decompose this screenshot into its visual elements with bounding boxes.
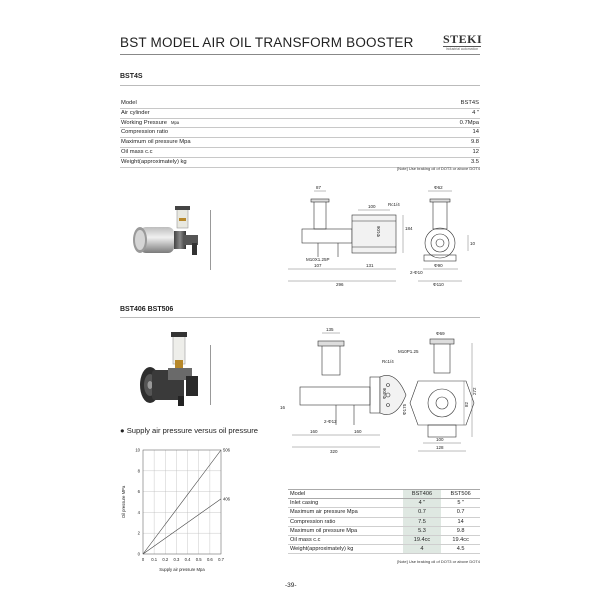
spec-label <box>120 118 397 128</box>
table-cell: 19.4cc <box>441 536 480 545</box>
section-heading-bst406: BST406 BST506 <box>120 306 174 313</box>
x-tick-label: 0.6 <box>206 557 213 562</box>
dim-label: Φ69 <box>436 331 445 336</box>
spec-label-text: Compression ratio <box>121 129 169 136</box>
table-row <box>288 499 480 508</box>
spec-label <box>120 99 397 108</box>
spec-unit: Mpa <box>170 119 180 125</box>
page-title: BST MODEL AIR OIL TRANSFORM BOOSTER <box>120 35 414 50</box>
table-row <box>288 545 480 554</box>
spec-label-text: Model <box>121 100 137 106</box>
table-cell: Oil mass c.c <box>288 536 403 545</box>
y-tick-label: 10 <box>135 447 140 453</box>
spec-value: 3.5 <box>397 157 480 167</box>
header-divider <box>120 54 480 55</box>
bst4s-product-photo <box>128 205 210 263</box>
dim-label: 296 <box>336 282 344 287</box>
table-row <box>288 517 480 526</box>
table-cell: Inlet casing <box>288 499 403 508</box>
spec-row <box>120 128 480 138</box>
table-cell: 5.3 <box>403 526 442 535</box>
dim-label: 100 <box>436 437 444 442</box>
dim-label: 320 <box>330 449 338 454</box>
x-tick-label: 0.7 <box>218 557 224 562</box>
dim-label: 160 <box>310 429 318 434</box>
table-cell: 4 " <box>403 499 442 508</box>
table-cell: 19.4cc <box>403 536 442 545</box>
spec-label <box>120 138 397 148</box>
section-rule <box>120 85 480 86</box>
section-heading-bst4s: BST4S <box>120 73 143 80</box>
spec-label-text: Maximum oil pressure Mpa <box>121 139 191 146</box>
spec-value: 4 " <box>397 108 480 118</box>
y-tick-label: 2 <box>137 530 140 536</box>
table-cell: 9.8 <box>441 526 480 535</box>
dim-label: Φ90 <box>434 263 443 268</box>
series-line <box>143 450 221 554</box>
bst4s-spec-table <box>120 99 480 168</box>
spec-label-text: Weight(approximately) kg <box>121 158 187 165</box>
bst4s-dimension-drawing <box>278 185 480 290</box>
column-header: BST506 <box>441 490 480 499</box>
dim-label: 184 <box>405 226 413 231</box>
dim-label: 16 <box>280 405 286 410</box>
dim-label: Φ175 <box>402 403 407 415</box>
column-header: Model <box>288 490 403 499</box>
dim-label: Rc1/4 <box>382 359 394 364</box>
spec-value: BST4S <box>397 99 480 108</box>
photo-divider <box>210 210 211 270</box>
spec-row <box>120 147 480 157</box>
chart-caption-text: Supply air pressure versus oil pressure <box>126 426 258 435</box>
dim-label: Rc1/4 <box>388 202 400 207</box>
x-tick-label: 0.4 <box>184 557 191 562</box>
spec-label-text: Working Pressure <box>121 119 167 126</box>
series-line <box>143 499 221 554</box>
x-axis-label: Supply air pressure Mpa <box>159 567 205 572</box>
dim-label: M10X1.25P <box>306 257 330 262</box>
series-label: 506 <box>223 447 230 453</box>
table-cell: Maximum air pressure Mpa <box>288 508 403 517</box>
dim-label: 2-Φ12 <box>324 419 337 424</box>
y-tick-label: 8 <box>137 468 140 474</box>
dim-label: M10P1.25 <box>398 349 419 354</box>
dim-label: 87 <box>316 185 322 190</box>
pressure-chart <box>115 440 240 580</box>
table-cell: Weight(approximately) kg <box>288 545 403 554</box>
table-header-row <box>288 490 480 499</box>
spec-label <box>120 128 397 138</box>
dim-label: 160 <box>354 429 362 434</box>
dim-label: 128 <box>436 445 444 450</box>
y-axis-label: Oil pressure MPa <box>121 485 126 519</box>
table-cell: 14 <box>441 517 480 526</box>
bst406-note: [Note] Use braking oil of DOT3 or above DOT4 <box>397 559 480 564</box>
spec-row <box>120 99 480 108</box>
dim-label: 100 <box>368 204 376 209</box>
dim-label: Φ406 <box>382 387 387 399</box>
table-row <box>288 508 480 517</box>
x-tick-label: 0 <box>141 557 145 562</box>
table-cell: 0.7 <box>403 508 442 517</box>
dim-label: 107 <box>314 263 322 268</box>
spec-row <box>120 108 480 118</box>
brand-logo <box>443 33 481 52</box>
table-row <box>288 536 480 545</box>
y-tick-label: 6 <box>137 489 140 495</box>
spec-row <box>120 138 480 148</box>
spec-label-text: Oil mass c.c <box>121 148 153 155</box>
dim-label: 2-Φ10 <box>410 270 423 275</box>
page-number: -39- <box>285 582 297 589</box>
table-cell: 0.7 <box>441 508 480 517</box>
spec-label-text: Air cylinder <box>121 109 150 116</box>
x-tick-label: 0.5 <box>195 557 202 562</box>
table-cell: 4 <box>403 545 442 554</box>
table-cell: Compression ratio <box>288 517 403 526</box>
column-header: BST406 <box>403 490 442 499</box>
bullet-icon: ● <box>120 426 125 435</box>
table-row <box>288 526 480 535</box>
spec-row <box>120 118 480 128</box>
x-tick-label: 0.1 <box>151 557 158 562</box>
dim-label: 131 <box>366 263 374 268</box>
spec-value: 14 <box>397 128 480 138</box>
spec-value: 12 <box>397 147 480 157</box>
x-tick-label: 0.3 <box>173 557 180 562</box>
dim-label: Φ110 <box>433 282 444 287</box>
dim-label: Φ62 <box>434 185 443 190</box>
chart-caption <box>120 426 258 435</box>
x-tick-label: 0.2 <box>162 557 169 562</box>
bst406-spec-table <box>288 489 480 554</box>
table-cell: 7.5 <box>403 517 442 526</box>
bst406-dimension-drawing <box>278 325 480 455</box>
dim-label: 82 <box>464 401 469 407</box>
dim-label: 10 <box>470 241 476 246</box>
spec-label <box>120 108 397 118</box>
dim-label: Φ106 <box>376 225 381 237</box>
y-tick-label: 0 <box>137 551 140 557</box>
table-cell: Maximum oil pressure Mpa <box>288 526 403 535</box>
table-cell: 4.5 <box>441 545 480 554</box>
spec-value: 9.8 <box>397 138 480 148</box>
logo-text: STEKI <box>443 32 483 46</box>
spec-label <box>120 147 397 157</box>
photo-divider <box>210 345 211 405</box>
table-cell: 5 " <box>441 499 480 508</box>
y-tick-label: 4 <box>137 509 140 515</box>
spec-value: 0.7Mpa <box>397 118 480 128</box>
bst4s-note: [Note] Use braking oil of DOT3 or above DOT4 <box>397 166 480 171</box>
logo-subtitle: Industrial automation <box>445 47 479 51</box>
bst406-product-photo <box>128 330 210 410</box>
dim-label: 135 <box>326 327 334 332</box>
dim-label: 272 <box>472 387 477 395</box>
section-rule <box>120 317 480 318</box>
series-label: 406 <box>223 496 230 502</box>
